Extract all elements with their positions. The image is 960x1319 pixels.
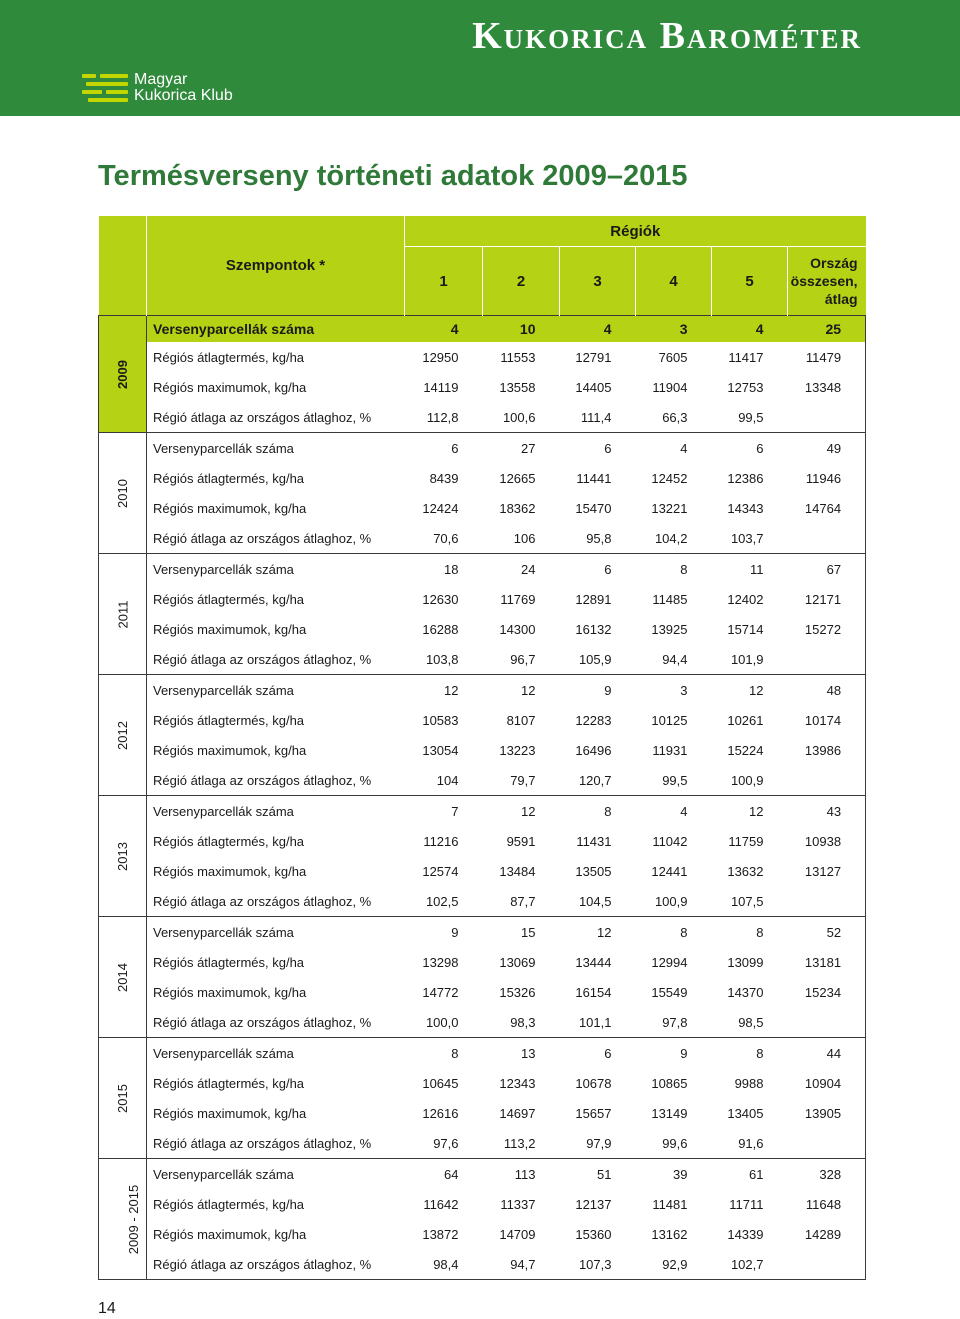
cell-region-5: 12402 bbox=[727, 591, 764, 607]
year-cell bbox=[99, 796, 147, 917]
cell-region-4: 12441 bbox=[651, 863, 688, 879]
cell-region-2: 11337 bbox=[500, 1196, 536, 1212]
cell-region-4: 97,8 bbox=[636, 1007, 712, 1038]
table-row bbox=[99, 1189, 866, 1219]
cell-region-2: 100,6 bbox=[483, 402, 560, 433]
cell-orszag: 14764 bbox=[788, 493, 866, 523]
cell-region-4: 94,4 bbox=[636, 644, 712, 675]
cell-region-4: 4 bbox=[636, 433, 712, 464]
cell-region-4: 99,6 bbox=[636, 1128, 712, 1159]
cell-region-3: 12283 bbox=[575, 712, 612, 728]
row-label: Régiós átlagtermés, kg/ha bbox=[147, 584, 405, 614]
cell-region-1: 8 bbox=[405, 1038, 483, 1069]
cell-orszag: 13348 bbox=[788, 372, 866, 402]
orszag-line-1: Ország bbox=[810, 255, 858, 271]
row-label: Versenyparcellák száma bbox=[147, 433, 405, 464]
cell-orszag bbox=[788, 523, 866, 554]
cell-region-4: 13162 bbox=[651, 1226, 688, 1242]
cell-region-1: 11642 bbox=[423, 1196, 459, 1212]
row-label: Régiós átlagtermés, kg/ha bbox=[147, 826, 405, 856]
cell-region-2: 13558 bbox=[499, 379, 536, 395]
cell-region-5: 12 bbox=[712, 675, 788, 706]
cell-region-1: 16288 bbox=[422, 621, 459, 637]
year-label: 2009 bbox=[114, 360, 130, 389]
cell-region-2: 13223 bbox=[499, 742, 536, 758]
cell-region-1: 10583 bbox=[422, 712, 459, 728]
cell-orszag: 48 bbox=[788, 675, 866, 706]
cell-orszag: 11479 bbox=[788, 342, 866, 372]
cell-orszag: 10174 bbox=[788, 705, 866, 735]
cell-region-4: 66,3 bbox=[636, 402, 712, 433]
table-row bbox=[99, 1068, 866, 1098]
cell-region-4: 3 bbox=[636, 675, 712, 706]
cell-orszag: 13986 bbox=[788, 735, 866, 765]
table-row bbox=[99, 372, 866, 402]
table-row bbox=[99, 402, 866, 433]
cell-region-3: 107,3 bbox=[560, 1249, 636, 1280]
cell-region-5: 99,5 bbox=[712, 402, 788, 433]
row-label: Régiós átlagtermés, kg/ha bbox=[147, 1068, 405, 1098]
cell-orszag: 49 bbox=[788, 433, 866, 464]
row-label: Versenyparcellák száma bbox=[147, 675, 405, 706]
year-label: 2013 bbox=[114, 841, 130, 871]
cell-region-3: 111,4 bbox=[560, 402, 636, 433]
cell-region-3: 6 bbox=[560, 433, 636, 464]
cell-region-1: 112,8 bbox=[405, 402, 483, 433]
table-row bbox=[99, 463, 866, 493]
cell-region-2: 13 bbox=[483, 1038, 560, 1069]
cell-orszag bbox=[788, 402, 866, 433]
cell-region-5: 102,7 bbox=[712, 1249, 788, 1280]
table-row bbox=[99, 1038, 866, 1069]
row-label: Régió átlaga az országos átlaghoz, % bbox=[147, 1249, 405, 1280]
cell-region-2: 12 bbox=[483, 796, 560, 827]
row-label: Régiós átlagtermés, kg/ha bbox=[147, 705, 405, 735]
cell-region-5: 6 bbox=[712, 433, 788, 464]
col-header-2: 2 bbox=[483, 247, 560, 316]
cell-region-3: 15657 bbox=[575, 1105, 612, 1121]
cell-region-1: 10645 bbox=[422, 1075, 459, 1091]
cell-orszag: 328 bbox=[788, 1159, 866, 1190]
row-label: Régió átlaga az országos átlaghoz, % bbox=[147, 644, 405, 675]
cell-region-3: 104,5 bbox=[560, 886, 636, 917]
cell-region-5: 101,9 bbox=[712, 644, 788, 675]
cell-region-2: 87,7 bbox=[483, 886, 560, 917]
row-label: Régiós maximumok, kg/ha bbox=[147, 1098, 405, 1128]
row-label: Régió átlaga az országos átlaghoz, % bbox=[147, 1007, 405, 1038]
table-row bbox=[99, 1007, 866, 1038]
table-row bbox=[99, 1098, 866, 1128]
cell-region-2: 11769 bbox=[500, 591, 536, 607]
cell-region-5: 13099 bbox=[727, 954, 764, 970]
cell-region-5: 15224 bbox=[727, 742, 764, 758]
cell-region-3: 11441 bbox=[576, 470, 612, 486]
cell-region-2: 9591 bbox=[506, 833, 536, 849]
cell-region-2: 13484 bbox=[499, 863, 536, 879]
page-title: Termésverseny történeti adatok 2009–2015 bbox=[98, 160, 688, 192]
cell-region-1: 11216 bbox=[423, 833, 459, 849]
cell-region-3: 12137 bbox=[575, 1196, 612, 1212]
cell-region-1: 14772 bbox=[422, 984, 459, 1000]
cell-region-1: 4 bbox=[405, 316, 483, 343]
cell-region-2: 10 bbox=[483, 316, 560, 343]
cell-region-5: 14370 bbox=[727, 984, 764, 1000]
cell-region-2: 24 bbox=[483, 554, 560, 585]
year-label: 2011 bbox=[115, 600, 130, 628]
cell-region-2: 15 bbox=[483, 917, 560, 948]
year-cell bbox=[99, 917, 147, 1038]
cell-region-5: 103,7 bbox=[712, 523, 788, 554]
cell-region-4: 92,9 bbox=[636, 1249, 712, 1280]
cell-region-3: 16496 bbox=[575, 742, 612, 758]
cell-orszag bbox=[788, 1007, 866, 1038]
row-label: Régió átlaga az országos átlaghoz, % bbox=[147, 765, 405, 796]
table-row bbox=[99, 584, 866, 614]
cell-region-4: 4 bbox=[636, 796, 712, 827]
cell-region-3: 15360 bbox=[575, 1226, 612, 1242]
cell-region-3: 13505 bbox=[575, 863, 612, 879]
cell-orszag: 67 bbox=[788, 554, 866, 585]
cell-region-1: 12424 bbox=[422, 500, 459, 516]
table-row bbox=[99, 523, 866, 554]
row-label: Régiós átlagtermés, kg/ha bbox=[147, 342, 405, 372]
cell-region-3: 97,9 bbox=[560, 1128, 636, 1159]
cell-orszag: 52 bbox=[788, 917, 866, 948]
cell-region-2: 14300 bbox=[499, 621, 536, 637]
cell-region-1: 97,6 bbox=[405, 1128, 483, 1159]
table-row bbox=[99, 765, 866, 796]
row-label: Régió átlaga az országos átlaghoz, % bbox=[147, 1128, 405, 1159]
cell-region-2: 13069 bbox=[499, 954, 536, 970]
cell-orszag bbox=[788, 644, 866, 675]
cell-orszag bbox=[788, 1128, 866, 1159]
row-label: Versenyparcellák száma bbox=[147, 316, 405, 343]
cell-region-3: 10678 bbox=[575, 1075, 612, 1091]
cell-region-2: 14709 bbox=[499, 1226, 536, 1242]
table-row bbox=[99, 644, 866, 675]
cell-region-4: 8 bbox=[636, 554, 712, 585]
cell-region-3: 8 bbox=[560, 796, 636, 827]
cell-region-5: 9988 bbox=[734, 1075, 764, 1091]
cell-region-5: 11759 bbox=[728, 833, 764, 849]
cell-region-4: 3 bbox=[636, 316, 712, 343]
cell-region-3: 15470 bbox=[575, 500, 612, 516]
col-header-5: 5 bbox=[712, 247, 788, 316]
cell-region-3: 13444 bbox=[575, 954, 612, 970]
cell-region-1: 103,8 bbox=[405, 644, 483, 675]
logo-line-1: Magyar bbox=[134, 71, 188, 88]
cell-region-1: 7 bbox=[405, 796, 483, 827]
cell-region-5: 100,9 bbox=[712, 765, 788, 796]
table-row bbox=[99, 1128, 866, 1159]
cell-orszag: 10904 bbox=[788, 1068, 866, 1098]
cell-region-4: 12994 bbox=[651, 954, 688, 970]
table-row bbox=[99, 1159, 866, 1190]
cell-region-5: 8 bbox=[712, 1038, 788, 1069]
cell-region-4: 15549 bbox=[651, 984, 688, 1000]
cell-region-5: 14339 bbox=[727, 1226, 764, 1242]
cell-region-4: 8 bbox=[636, 917, 712, 948]
row-label: Régió átlaga az országos átlaghoz, % bbox=[147, 402, 405, 433]
cell-region-4: 100,9 bbox=[636, 886, 712, 917]
cell-region-5: 12 bbox=[712, 796, 788, 827]
cell-orszag bbox=[788, 886, 866, 917]
cell-region-4: 13925 bbox=[651, 621, 688, 637]
table-row bbox=[99, 493, 866, 523]
col-header-orszag bbox=[788, 247, 866, 316]
cell-region-2: 12665 bbox=[499, 470, 536, 486]
cell-region-1: 9 bbox=[405, 917, 483, 948]
year-label: 2012 bbox=[114, 720, 130, 750]
row-label: Versenyparcellák száma bbox=[147, 796, 405, 827]
cell-region-3: 11431 bbox=[576, 833, 612, 849]
cell-orszag: 12171 bbox=[788, 584, 866, 614]
cell-region-4: 12452 bbox=[651, 470, 688, 486]
row-label: Versenyparcellák száma bbox=[147, 1159, 405, 1190]
year-cell bbox=[99, 675, 147, 796]
cell-region-3: 12891 bbox=[575, 591, 612, 607]
cell-region-4: 13149 bbox=[651, 1105, 688, 1121]
cell-region-1: 13872 bbox=[422, 1226, 459, 1242]
cell-region-1: 13298 bbox=[422, 954, 459, 970]
table-row bbox=[99, 1249, 866, 1280]
cell-region-4: 11904 bbox=[652, 379, 688, 395]
table-row bbox=[99, 947, 866, 977]
cell-region-2: 15326 bbox=[499, 984, 536, 1000]
cell-region-4: 10125 bbox=[651, 712, 688, 728]
table-row bbox=[99, 614, 866, 644]
row-label: Versenyparcellák száma bbox=[147, 554, 405, 585]
table-row bbox=[99, 826, 866, 856]
logo-mark-icon bbox=[82, 72, 128, 104]
row-label: Régiós maximumok, kg/ha bbox=[147, 493, 405, 523]
year-cell bbox=[99, 433, 147, 554]
row-label: Versenyparcellák száma bbox=[147, 1038, 405, 1069]
cell-orszag: 14289 bbox=[788, 1219, 866, 1249]
orszag-line-2: összesen, bbox=[790, 273, 858, 289]
header-band bbox=[0, 0, 960, 116]
cell-region-5: 107,5 bbox=[712, 886, 788, 917]
cell-region-2: 94,7 bbox=[483, 1249, 560, 1280]
cell-orszag: 15272 bbox=[788, 614, 866, 644]
table-body bbox=[99, 216, 866, 1280]
cell-orszag: 44 bbox=[788, 1038, 866, 1069]
cell-region-2: 27 bbox=[483, 433, 560, 464]
cell-region-5: 15714 bbox=[727, 621, 764, 637]
cell-region-1: 12574 bbox=[422, 863, 459, 879]
cell-region-3: 14405 bbox=[575, 379, 612, 395]
cell-region-1: 6 bbox=[405, 433, 483, 464]
cell-region-4: 104,2 bbox=[636, 523, 712, 554]
cell-region-5: 4 bbox=[712, 316, 788, 343]
cell-region-5: 11711 bbox=[729, 1196, 764, 1212]
cell-orszag: 11648 bbox=[788, 1189, 866, 1219]
cell-region-5: 91,6 bbox=[712, 1128, 788, 1159]
row-label: Régiós átlagtermés, kg/ha bbox=[147, 1189, 405, 1219]
cell-region-5: 13405 bbox=[727, 1105, 764, 1121]
year-cell bbox=[99, 1159, 147, 1280]
cell-region-1: 8439 bbox=[429, 470, 459, 486]
cell-region-2: 96,7 bbox=[483, 644, 560, 675]
row-label: Régiós maximumok, kg/ha bbox=[147, 856, 405, 886]
cell-region-4: 7605 bbox=[658, 349, 688, 365]
cell-region-3: 101,1 bbox=[560, 1007, 636, 1038]
cell-region-1: 104 bbox=[405, 765, 483, 796]
cell-region-1: 100,0 bbox=[405, 1007, 483, 1038]
cell-orszag: 13181 bbox=[788, 947, 866, 977]
cell-region-2: 18362 bbox=[499, 500, 536, 516]
cell-region-5: 98,5 bbox=[712, 1007, 788, 1038]
year-cell bbox=[99, 316, 147, 433]
table-row bbox=[99, 917, 866, 948]
cell-region-4: 9 bbox=[636, 1038, 712, 1069]
cell-region-2: 8107 bbox=[506, 712, 536, 728]
cell-region-4: 11485 bbox=[652, 591, 688, 607]
cell-orszag bbox=[788, 765, 866, 796]
cell-region-3: 6 bbox=[560, 554, 636, 585]
cell-region-3: 120,7 bbox=[560, 765, 636, 796]
regiok-header: Régiók bbox=[405, 216, 866, 247]
cell-region-2: 98,3 bbox=[483, 1007, 560, 1038]
row-label: Régiós maximumok, kg/ha bbox=[147, 977, 405, 1007]
cell-region-1: 13054 bbox=[422, 742, 459, 758]
cell-region-3: 9 bbox=[560, 675, 636, 706]
cell-region-3: 12 bbox=[560, 917, 636, 948]
cell-orszag: 15234 bbox=[788, 977, 866, 1007]
table-row bbox=[99, 886, 866, 917]
cell-region-1: 12950 bbox=[422, 349, 459, 365]
year-label: 2015 bbox=[114, 1083, 130, 1113]
szempontok-header: Szempontok * bbox=[147, 216, 405, 316]
cell-region-5: 8 bbox=[712, 917, 788, 948]
cell-region-1: 18 bbox=[405, 554, 483, 585]
row-label: Régiós átlagtermés, kg/ha bbox=[147, 463, 405, 493]
cell-region-3: 51 bbox=[560, 1159, 636, 1190]
cell-region-1: 102,5 bbox=[405, 886, 483, 917]
subheader-row bbox=[99, 316, 866, 343]
cell-orszag: 43 bbox=[788, 796, 866, 827]
row-label: Régiós maximumok, kg/ha bbox=[147, 614, 405, 644]
cell-orszag: 10938 bbox=[788, 826, 866, 856]
table-row bbox=[99, 554, 866, 585]
table-row bbox=[99, 1219, 866, 1249]
cell-region-4: 39 bbox=[636, 1159, 712, 1190]
table-row bbox=[99, 796, 866, 827]
cell-region-4: 11481 bbox=[652, 1196, 688, 1212]
col-header-1: 1 bbox=[405, 247, 483, 316]
table-row bbox=[99, 675, 866, 706]
table-row bbox=[99, 342, 866, 372]
cell-region-1: 98,4 bbox=[405, 1249, 483, 1280]
cell-orszag: 13127 bbox=[788, 856, 866, 886]
cell-region-5: 10261 bbox=[727, 712, 764, 728]
year-label: 2014 bbox=[114, 962, 130, 992]
cell-region-2: 12 bbox=[483, 675, 560, 706]
cell-region-5: 13632 bbox=[727, 863, 764, 879]
year-cell bbox=[99, 1038, 147, 1159]
cell-region-3: 16132 bbox=[575, 621, 612, 637]
row-label: Régiós átlagtermés, kg/ha bbox=[147, 947, 405, 977]
cell-region-5: 61 bbox=[712, 1159, 788, 1190]
cell-region-3: 4 bbox=[560, 316, 636, 343]
cell-region-5: 12386 bbox=[727, 470, 764, 486]
year-cell bbox=[99, 554, 147, 675]
page-number: 14 bbox=[98, 1300, 116, 1317]
table-row bbox=[99, 735, 866, 765]
table-row bbox=[99, 433, 866, 464]
cell-region-1: 12 bbox=[405, 675, 483, 706]
table-row bbox=[99, 705, 866, 735]
cell-region-4: 10865 bbox=[651, 1075, 688, 1091]
cell-region-1: 12616 bbox=[422, 1105, 459, 1121]
year-label: 2010 bbox=[114, 478, 130, 508]
logo-line-2: Kukorica Klub bbox=[134, 87, 233, 104]
cell-orszag: 11946 bbox=[788, 463, 866, 493]
row-label: Régiós maximumok, kg/ha bbox=[147, 1219, 405, 1249]
row-label: Versenyparcellák száma bbox=[147, 917, 405, 948]
row-label: Régiós maximumok, kg/ha bbox=[147, 735, 405, 765]
logo-text bbox=[134, 72, 233, 104]
cell-orszag: 13905 bbox=[788, 1098, 866, 1128]
cell-region-2: 79,7 bbox=[483, 765, 560, 796]
row-label: Régió átlaga az országos átlaghoz, % bbox=[147, 886, 405, 917]
col-header-4: 4 bbox=[636, 247, 712, 316]
cell-region-3: 16154 bbox=[575, 984, 612, 1000]
cell-region-4: 13221 bbox=[651, 500, 688, 516]
cell-region-4: 11931 bbox=[652, 742, 688, 758]
header-corner bbox=[99, 216, 147, 316]
cell-region-3: 95,8 bbox=[560, 523, 636, 554]
cell-region-3: 12791 bbox=[575, 349, 612, 365]
cell-region-5: 11 bbox=[712, 554, 788, 585]
cell-region-2: 106 bbox=[483, 523, 560, 554]
year-label: 2009 - 2015 bbox=[126, 1184, 142, 1254]
cell-region-4: 11042 bbox=[652, 833, 688, 849]
cell-region-1: 12630 bbox=[422, 591, 459, 607]
cell-region-2: 113,2 bbox=[483, 1128, 560, 1159]
cell-region-2: 12343 bbox=[499, 1075, 536, 1091]
cell-region-5: 11417 bbox=[728, 349, 764, 365]
logo bbox=[82, 70, 233, 106]
cell-orszag: 25 bbox=[788, 316, 866, 343]
header-row-1 bbox=[99, 216, 866, 247]
orszag-line-3: átlag bbox=[824, 291, 858, 307]
cell-region-2: 14697 bbox=[499, 1105, 536, 1121]
cell-region-5: 14343 bbox=[727, 500, 764, 516]
history-table bbox=[98, 216, 866, 1280]
row-label: Régiós maximumok, kg/ha bbox=[147, 372, 405, 402]
cell-region-3: 6 bbox=[560, 1038, 636, 1069]
cell-region-5: 12753 bbox=[727, 379, 764, 395]
cell-region-4: 99,5 bbox=[636, 765, 712, 796]
cell-orszag bbox=[788, 1249, 866, 1280]
cell-region-1: 64 bbox=[405, 1159, 483, 1190]
cell-region-2: 11553 bbox=[500, 349, 536, 365]
table-row bbox=[99, 977, 866, 1007]
brand-title: Kukorica Barométer bbox=[472, 15, 862, 57]
cell-region-1: 70,6 bbox=[405, 523, 483, 554]
table-row bbox=[99, 856, 866, 886]
cell-region-2: 113 bbox=[483, 1159, 560, 1190]
col-header-3: 3 bbox=[560, 247, 636, 316]
row-label: Régió átlaga az országos átlaghoz, % bbox=[147, 523, 405, 554]
cell-region-1: 14119 bbox=[423, 379, 459, 395]
cell-region-3: 105,9 bbox=[560, 644, 636, 675]
